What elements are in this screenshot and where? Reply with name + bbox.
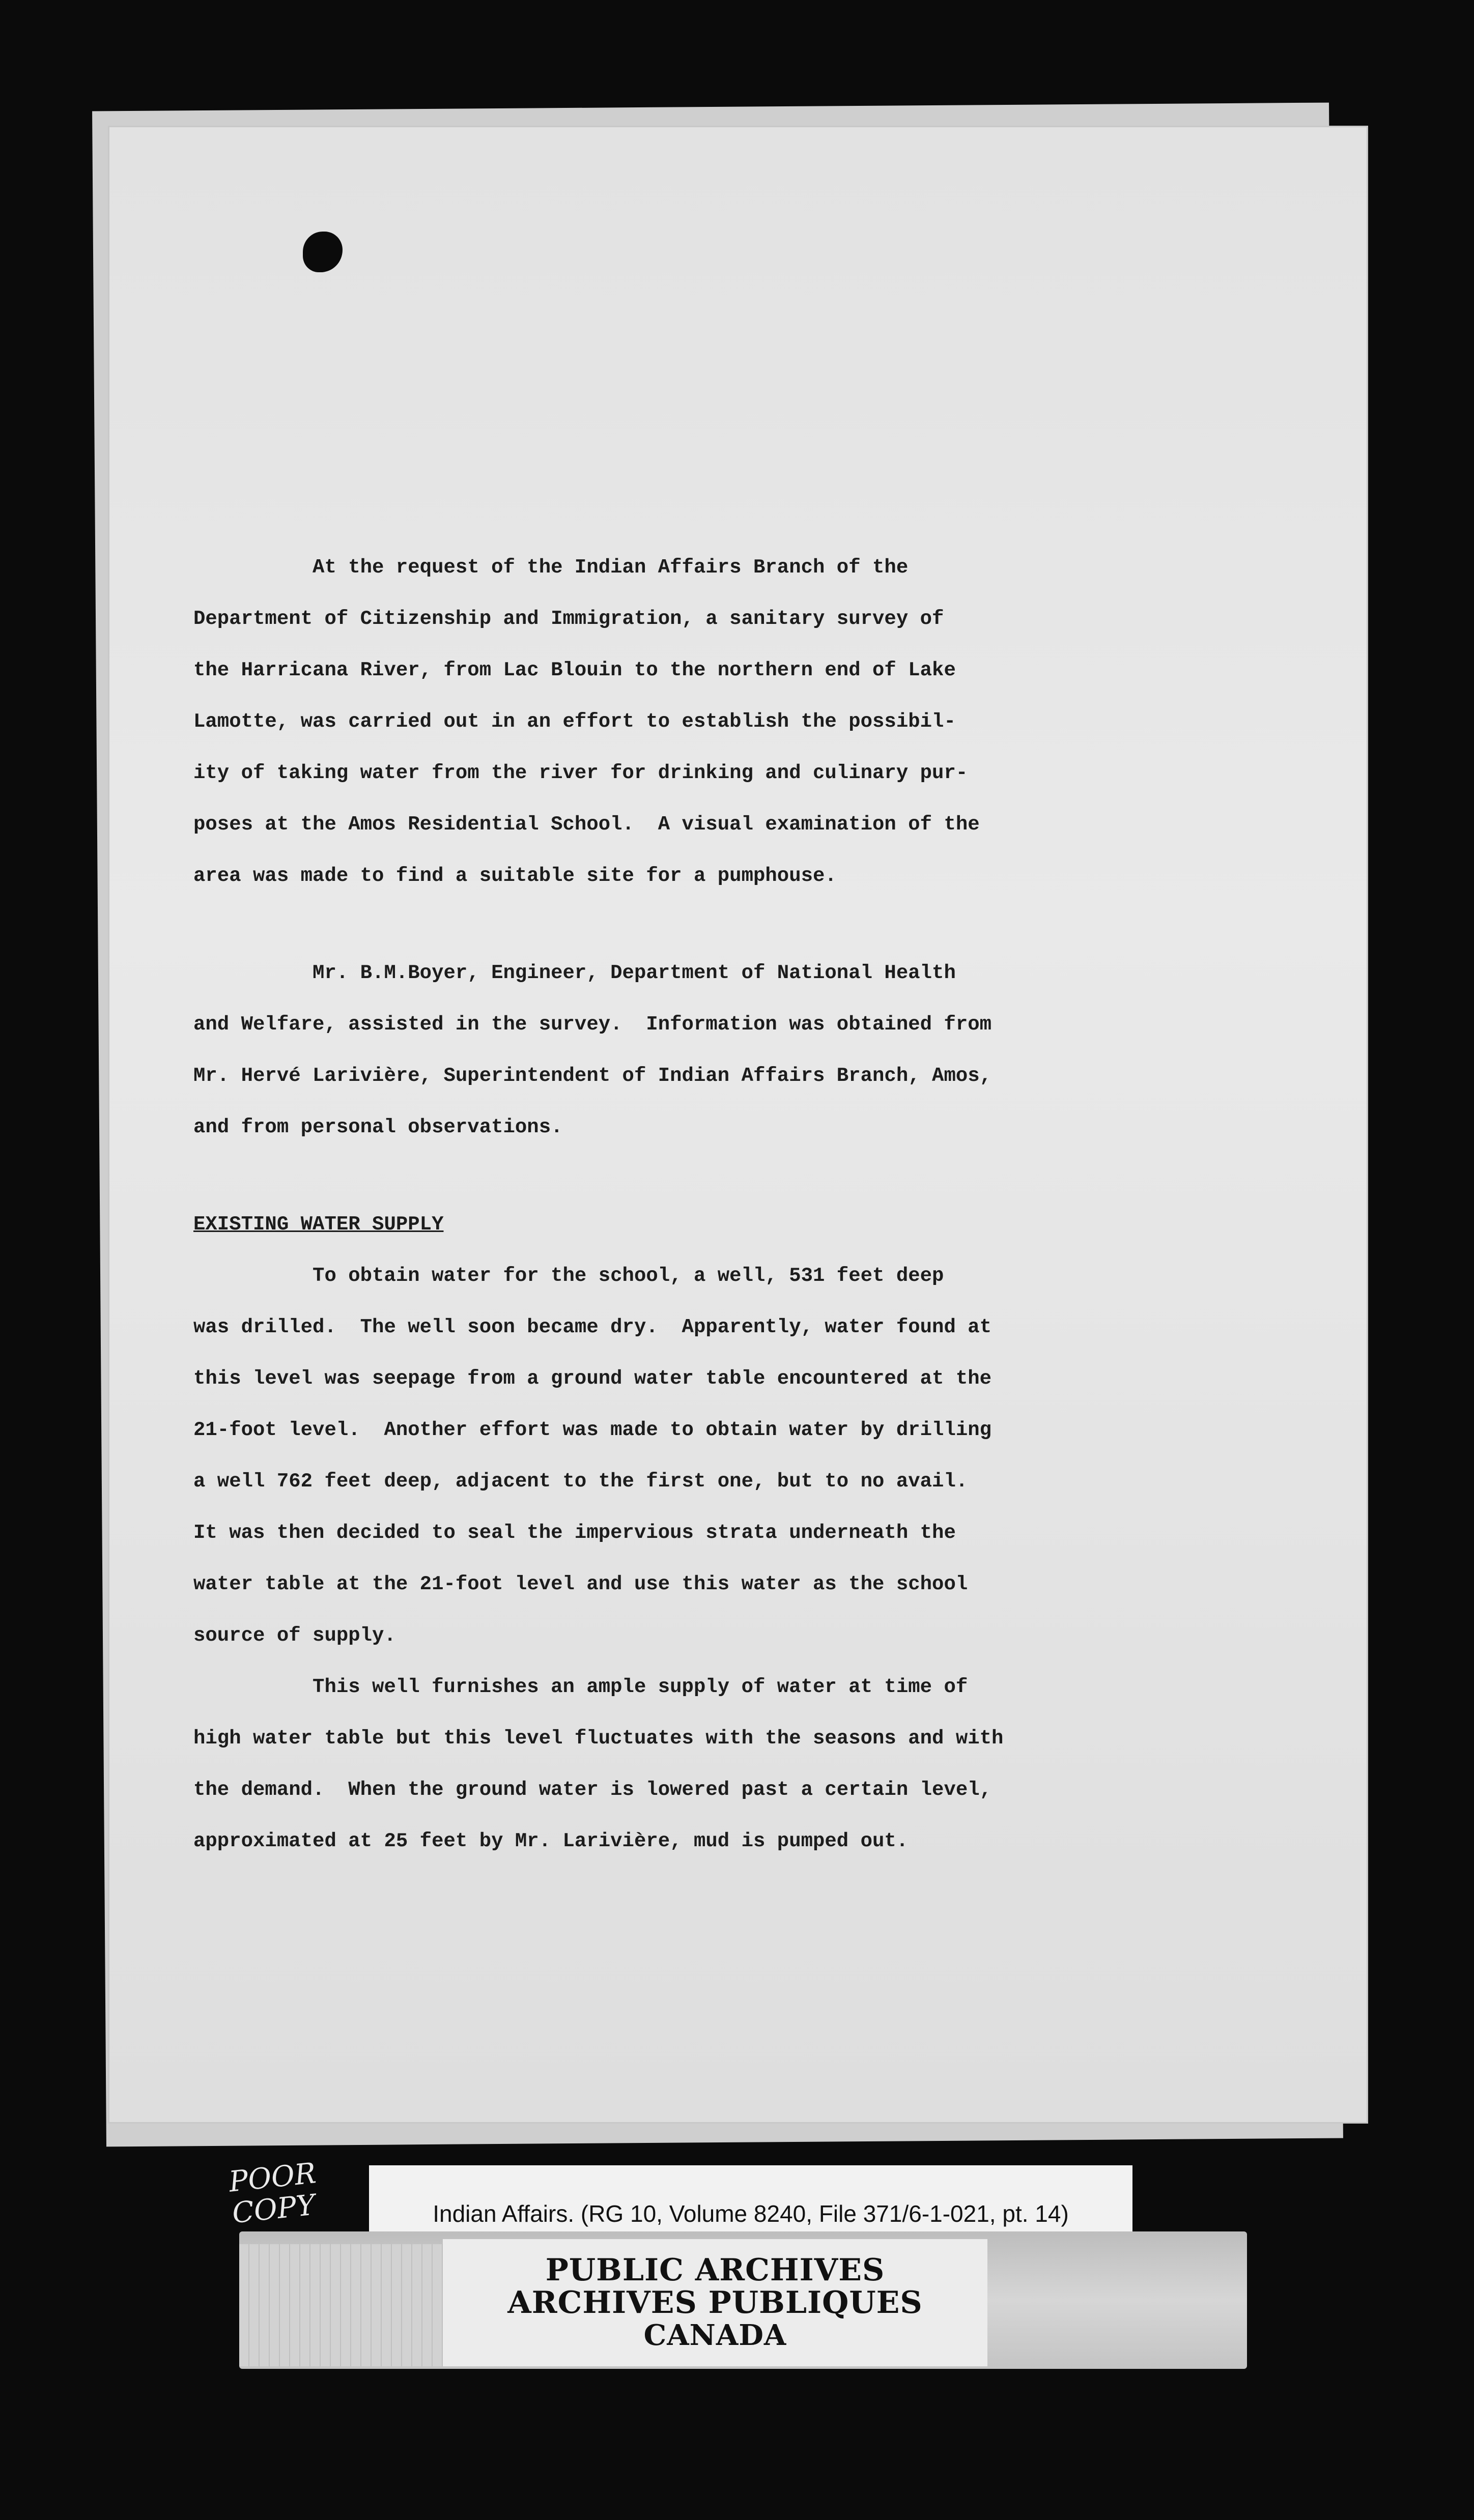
- text-line: and Welfare, assisted in the survey. Information was obtained from: [193, 1013, 992, 1036]
- poor-copy-note: POOR COPY: [227, 2157, 318, 2230]
- paragraph-1: [193, 542, 1191, 902]
- text-line: source of supply.: [193, 1624, 396, 1647]
- paragraph-gap: [193, 902, 1191, 948]
- text-line: approximated at 25 feet by Mr. Larivière, mud is pumped out.: [193, 1830, 909, 1852]
- text-line: It was then decided to seal the impervious strata underneath the: [193, 1522, 956, 1544]
- text-line: Department of Citizenship and Immigration, a sanitary survey of: [193, 608, 944, 630]
- archive-label-line1: PUBLIC ARCHIVES: [545, 2252, 885, 2288]
- document-body: [193, 542, 1191, 1867]
- text-line: ity of taking water from the river for drinking and culinary pur-: [193, 762, 968, 784]
- text-line: this level was seepage from a ground water table encountered at the: [193, 1367, 992, 1390]
- text-line: Lamotte, was carried out in an effort to establish the possibil-: [193, 710, 956, 733]
- text-line: was drilled. The well soon became dry. Apparently, water found at: [193, 1316, 992, 1338]
- text-line: poses at the Amos Residential School. A visual examination of the: [193, 813, 980, 836]
- text-line: the demand. When the ground water is lowered past a certain level,: [193, 1779, 992, 1801]
- text-line: 21-foot level. Another effort was made to obtain water by drilling: [193, 1419, 992, 1441]
- paragraph-2: [193, 948, 1191, 1153]
- text-line: a well 762 feet deep, adjacent to the first one, but to no avail.: [193, 1470, 968, 1493]
- paragraph-3: [193, 1250, 1191, 1662]
- text-line: To obtain water for the school, a well, 531 feet deep: [193, 1265, 944, 1287]
- text-line: water table at the 21-foot level and use this water as the school: [193, 1573, 968, 1595]
- text-line: This well furnishes an ample supply of water at time of: [193, 1676, 968, 1698]
- paragraph-gap: [193, 1153, 1191, 1199]
- text-line: the Harricana River, from Lac Blouin to the northern end of Lake: [193, 659, 956, 681]
- text-line: high water table but this level fluctuates with the seasons and with: [193, 1727, 1004, 1750]
- archive-label-line3: CANADA: [643, 2318, 787, 2352]
- section-heading: EXISTING WATER SUPPLY: [193, 1213, 444, 1236]
- text-line: Mr. B.M.Boyer, Engineer, Department of National Health: [193, 962, 956, 984]
- archive-stamp: [443, 2239, 987, 2366]
- archive-label-line2: ARCHIVES PUBLIQUES: [507, 2285, 923, 2321]
- ruler-strip: [239, 2244, 443, 2366]
- text-line: area was made to find a suitable site for a pumphouse.: [193, 865, 837, 887]
- text-line: Mr. Hervé Larivière, Superintendent of Indian Affairs Branch, Amos,: [193, 1065, 992, 1087]
- punch-hole: [303, 232, 343, 272]
- text-line: and from personal observations.: [193, 1116, 563, 1138]
- paragraph-4: [193, 1662, 1191, 1867]
- archive-reference: Indian Affairs. (RG 10, Volume 8240, File 371/6-1-021, pt. 14): [433, 2200, 1069, 2227]
- text-line: At the request of the Indian Affairs Branch of the: [193, 556, 909, 579]
